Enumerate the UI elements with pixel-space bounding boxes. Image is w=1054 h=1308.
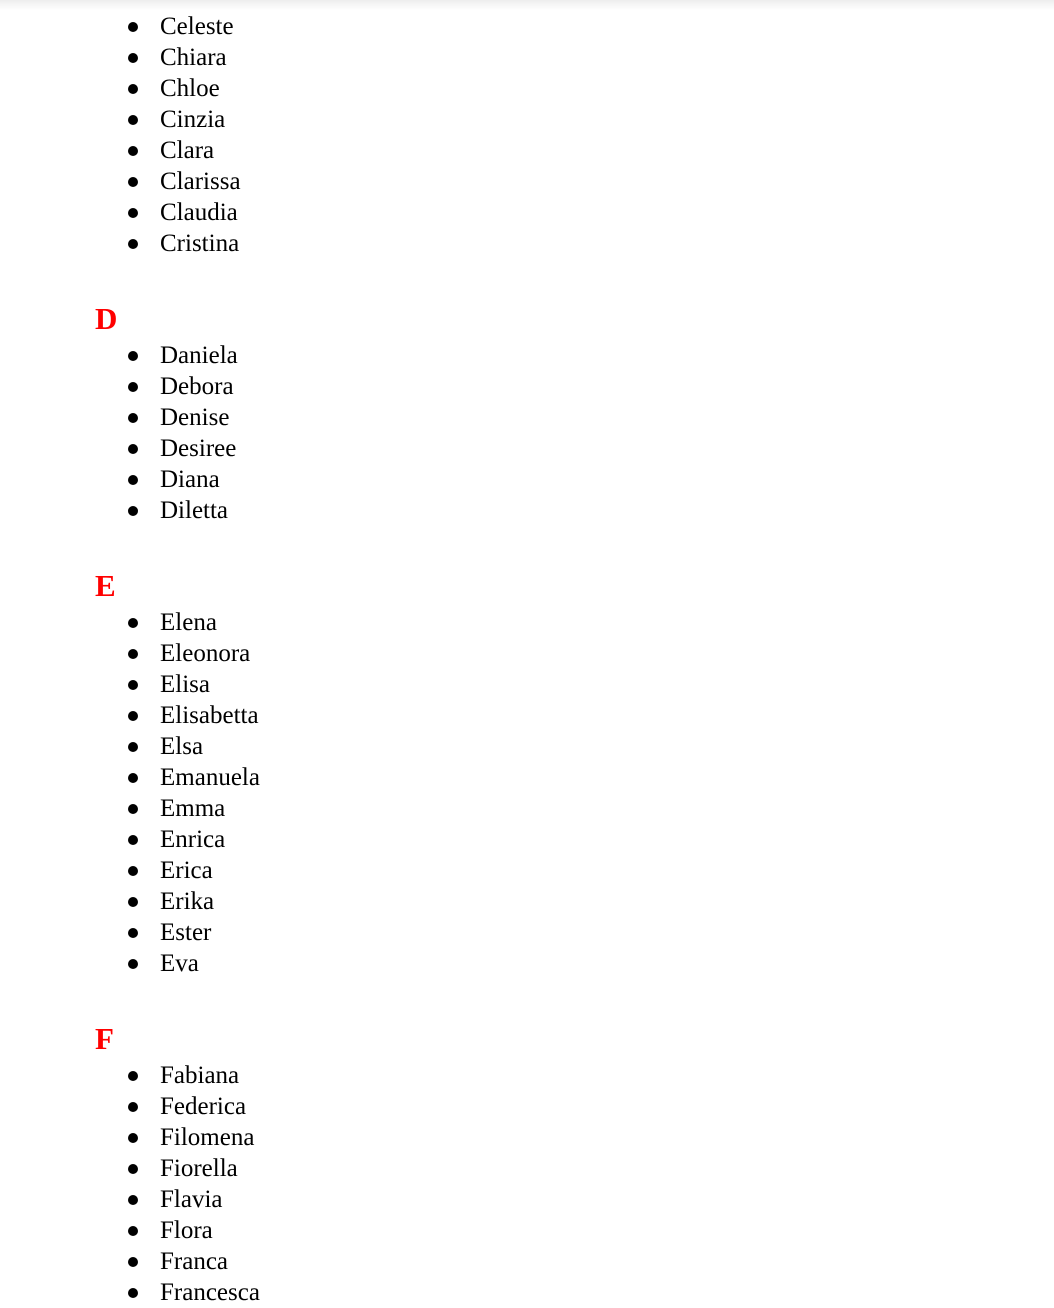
name-text: Elisabetta — [160, 702, 259, 729]
name-text: Federica — [160, 1093, 247, 1120]
bullet-icon — [128, 928, 138, 938]
name-text: Clarissa — [160, 168, 241, 195]
name-list — [0, 1060, 1054, 1308]
name-text: Desiree — [160, 435, 237, 462]
name-text: Erica — [160, 857, 213, 884]
list-item — [0, 166, 1054, 197]
bullet-icon — [128, 351, 138, 361]
name-text: Claudia — [160, 199, 238, 226]
name-text: Enrica — [160, 826, 226, 853]
name-text: Cinzia — [160, 106, 226, 133]
letter-heading-f: F — [95, 1021, 114, 1056]
list-item — [0, 1246, 1054, 1277]
bullet-icon — [128, 22, 138, 32]
list-item — [0, 855, 1054, 886]
list-item — [0, 1184, 1054, 1215]
bullet-icon — [128, 444, 138, 454]
name-text: Fiorella — [160, 1155, 238, 1182]
bullet-icon — [128, 618, 138, 628]
list-item — [0, 1091, 1054, 1122]
bullet-icon — [128, 711, 138, 721]
name-text: Emma — [160, 795, 226, 822]
name-text: Eleonora — [160, 640, 251, 667]
bullet-icon — [128, 506, 138, 516]
bullet-icon — [128, 146, 138, 156]
list-item — [0, 638, 1054, 669]
name-text: Cristina — [160, 230, 240, 257]
bullet-icon — [128, 1071, 138, 1081]
bullet-icon — [128, 835, 138, 845]
bullet-icon — [128, 84, 138, 94]
name-text: Eva — [160, 950, 199, 977]
list-item — [0, 886, 1054, 917]
bullet-icon — [128, 649, 138, 659]
bullet-icon — [128, 177, 138, 187]
bullet-icon — [128, 1288, 138, 1298]
list-item — [0, 669, 1054, 700]
list-item — [0, 824, 1054, 855]
name-text: Chiara — [160, 44, 227, 71]
bullet-icon — [128, 1164, 138, 1174]
name-text: Elisa — [160, 671, 210, 698]
list-item — [0, 948, 1054, 979]
name-text: Clara — [160, 137, 215, 164]
bullet-icon — [128, 959, 138, 969]
list-item — [0, 464, 1054, 495]
bullet-icon — [128, 53, 138, 63]
name-list — [0, 607, 1054, 979]
bullet-icon — [128, 1133, 138, 1143]
bullet-icon — [128, 866, 138, 876]
list-item — [0, 793, 1054, 824]
name-text: Ester — [160, 919, 212, 946]
list-item — [0, 11, 1054, 42]
list-item — [0, 135, 1054, 166]
bullet-icon — [128, 804, 138, 814]
list-item — [0, 700, 1054, 731]
bullet-icon — [128, 680, 138, 690]
bullet-icon — [128, 382, 138, 392]
list-item — [0, 433, 1054, 464]
bullet-icon — [128, 742, 138, 752]
list-item — [0, 197, 1054, 228]
bullet-icon — [128, 475, 138, 485]
bullet-icon — [128, 1257, 138, 1267]
list-item — [0, 73, 1054, 104]
list-item — [0, 402, 1054, 433]
bullet-icon — [128, 1195, 138, 1205]
bullet-icon — [128, 115, 138, 125]
list-item — [0, 917, 1054, 948]
name-text: Francesca — [160, 1279, 260, 1306]
bullet-icon — [128, 208, 138, 218]
list-item — [0, 1060, 1054, 1091]
bullet-icon — [128, 413, 138, 423]
list-item — [0, 731, 1054, 762]
name-text: Filomena — [160, 1124, 255, 1151]
name-text: Denise — [160, 404, 230, 431]
list-item — [0, 340, 1054, 371]
name-text: Fabiana — [160, 1062, 240, 1089]
list-item — [0, 495, 1054, 526]
name-text: Chloe — [160, 75, 220, 102]
name-text: Flavia — [160, 1186, 223, 1213]
name-text: Franca — [160, 1248, 229, 1275]
name-text: Emanuela — [160, 764, 260, 791]
bullet-icon — [128, 239, 138, 249]
list-item — [0, 104, 1054, 135]
list-item — [0, 762, 1054, 793]
names-document — [0, 11, 1054, 1308]
name-text: Elsa — [160, 733, 204, 760]
bullet-icon — [128, 1102, 138, 1112]
list-item — [0, 607, 1054, 638]
name-text: Diana — [160, 466, 220, 493]
name-text: Elena — [160, 609, 217, 636]
list-item — [0, 228, 1054, 259]
name-list — [0, 11, 1054, 259]
name-list — [0, 340, 1054, 526]
name-text: Celeste — [160, 13, 234, 40]
list-item — [0, 371, 1054, 402]
name-text: Daniela — [160, 342, 238, 369]
letter-heading-d: D — [95, 301, 118, 336]
bullet-icon — [128, 897, 138, 907]
list-item — [0, 1277, 1054, 1308]
name-text: Flora — [160, 1217, 213, 1244]
list-item — [0, 1215, 1054, 1246]
list-item — [0, 42, 1054, 73]
letter-heading-e: E — [95, 568, 116, 603]
bullet-icon — [128, 1226, 138, 1236]
name-text: Debora — [160, 373, 234, 400]
list-item — [0, 1122, 1054, 1153]
name-text: Erika — [160, 888, 215, 915]
list-item — [0, 1153, 1054, 1184]
name-text: Diletta — [160, 497, 229, 524]
top-scroll-shadow — [0, 0, 1054, 10]
bullet-icon — [128, 773, 138, 783]
